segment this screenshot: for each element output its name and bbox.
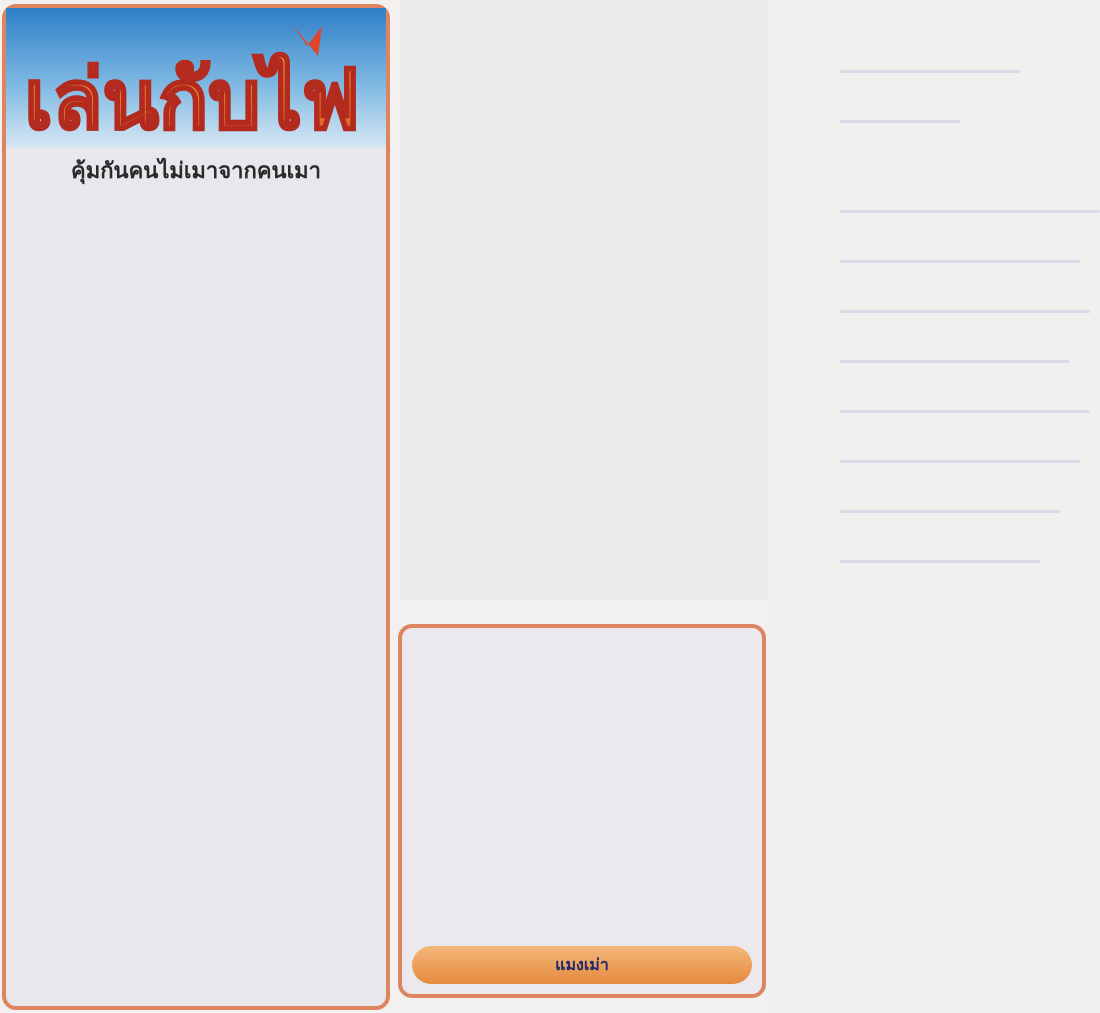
bleed-line	[840, 120, 960, 123]
byline-banner	[412, 946, 752, 984]
bleed-line	[840, 560, 1040, 563]
author-byline: แมงเม่า	[555, 955, 609, 974]
main-article-clipping	[2, 4, 390, 1010]
bleed-line	[840, 360, 1070, 363]
column-title-logo	[24, 16, 360, 148]
article-headline: คุ้มกันคนไม่เมาจากคนเมา	[71, 159, 321, 184]
column-title-text: เล่นกับไฟ	[24, 53, 360, 148]
bleed-line	[840, 210, 1100, 213]
column-banner	[6, 8, 386, 148]
bleed-line	[840, 310, 1090, 313]
bleed-line	[840, 70, 1020, 73]
bleed-through-area	[400, 0, 768, 600]
bleed-line	[840, 510, 1060, 513]
bleed-line	[840, 410, 1090, 413]
bleed-line	[840, 260, 1080, 263]
continuation-clipping	[398, 624, 766, 998]
bleed-line	[840, 460, 1080, 463]
